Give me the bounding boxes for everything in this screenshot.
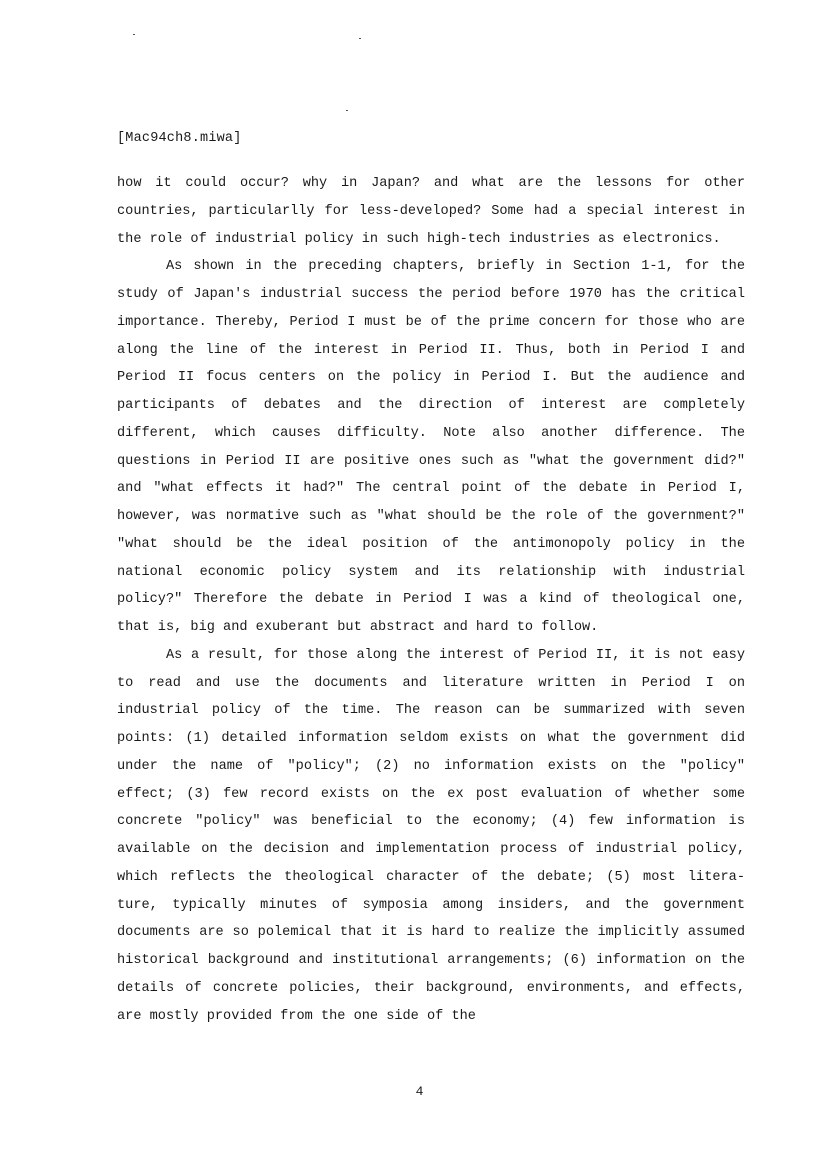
paragraph-1: how it could occur? why in Japan? and what are the lessons for other countries, particularlly for less-developed? Some had a special interest in the role of industrial policy in such high-tech industries as electronics. [117,176,745,247]
scan-speck [133,34,135,35]
scan-speck [359,38,361,39]
paragraph-2: As shown in the preceding chapters, briefly in Section 1-1, for the study of Japan's industrial success the period before 1970 has the critical importance. Thereby, Period I must be of the prime concern for those who are along the line of the interest in Period II. Thus, both in Period I and Period II focus centers on the policy in Period I. But the audience and participants of debates and the direction of interest are completely different, which causes difficulty. Note also another difference. The questions in Period II are positive ones such as "what the government did?" and "what effects it had?" The central point of the debate in Period I, however, was normative such as "what should be the role of the government?" "what should be the ideal position of the antimonopoly policy in the national economic policy system and its relationship with industrial policy?" Therefore the debate in Period I was a kind of theological one, that is, big and exuberant but abstract and hard to follow. [117,259,745,635]
page-number: 4 [415,1084,424,1099]
file-tag: [Mac94ch8.miwa] [117,131,242,146]
body-text [117,170,745,1030]
paragraph-3: As a result, for those along the interest of Period II, it is not easy to read and use the documents and literature written in Period I on industrial policy of the time. The reason can be summarized with seven points: (1) detailed information seldom exists on what the government did under the name of "policy"; (2) no information exists on the "policy" effect; (3) few record exists on the ex post evaluation of whether some concrete "policy" was beneficial to the economy; (4) few information is available on the decision and implementation process of industrial policy, which reflects the theological character of the debate; (5) most litera-ture, typically minutes of symposia among insiders, and the government documents are so polemical that it is hard to realize the implicitly assumed historical background and institutional arrangements; (6) information on the details of concrete policies, their background, environments, and effects, are mostly provided from the one side of the [117,647,745,1024]
scan-speck [346,110,348,111]
